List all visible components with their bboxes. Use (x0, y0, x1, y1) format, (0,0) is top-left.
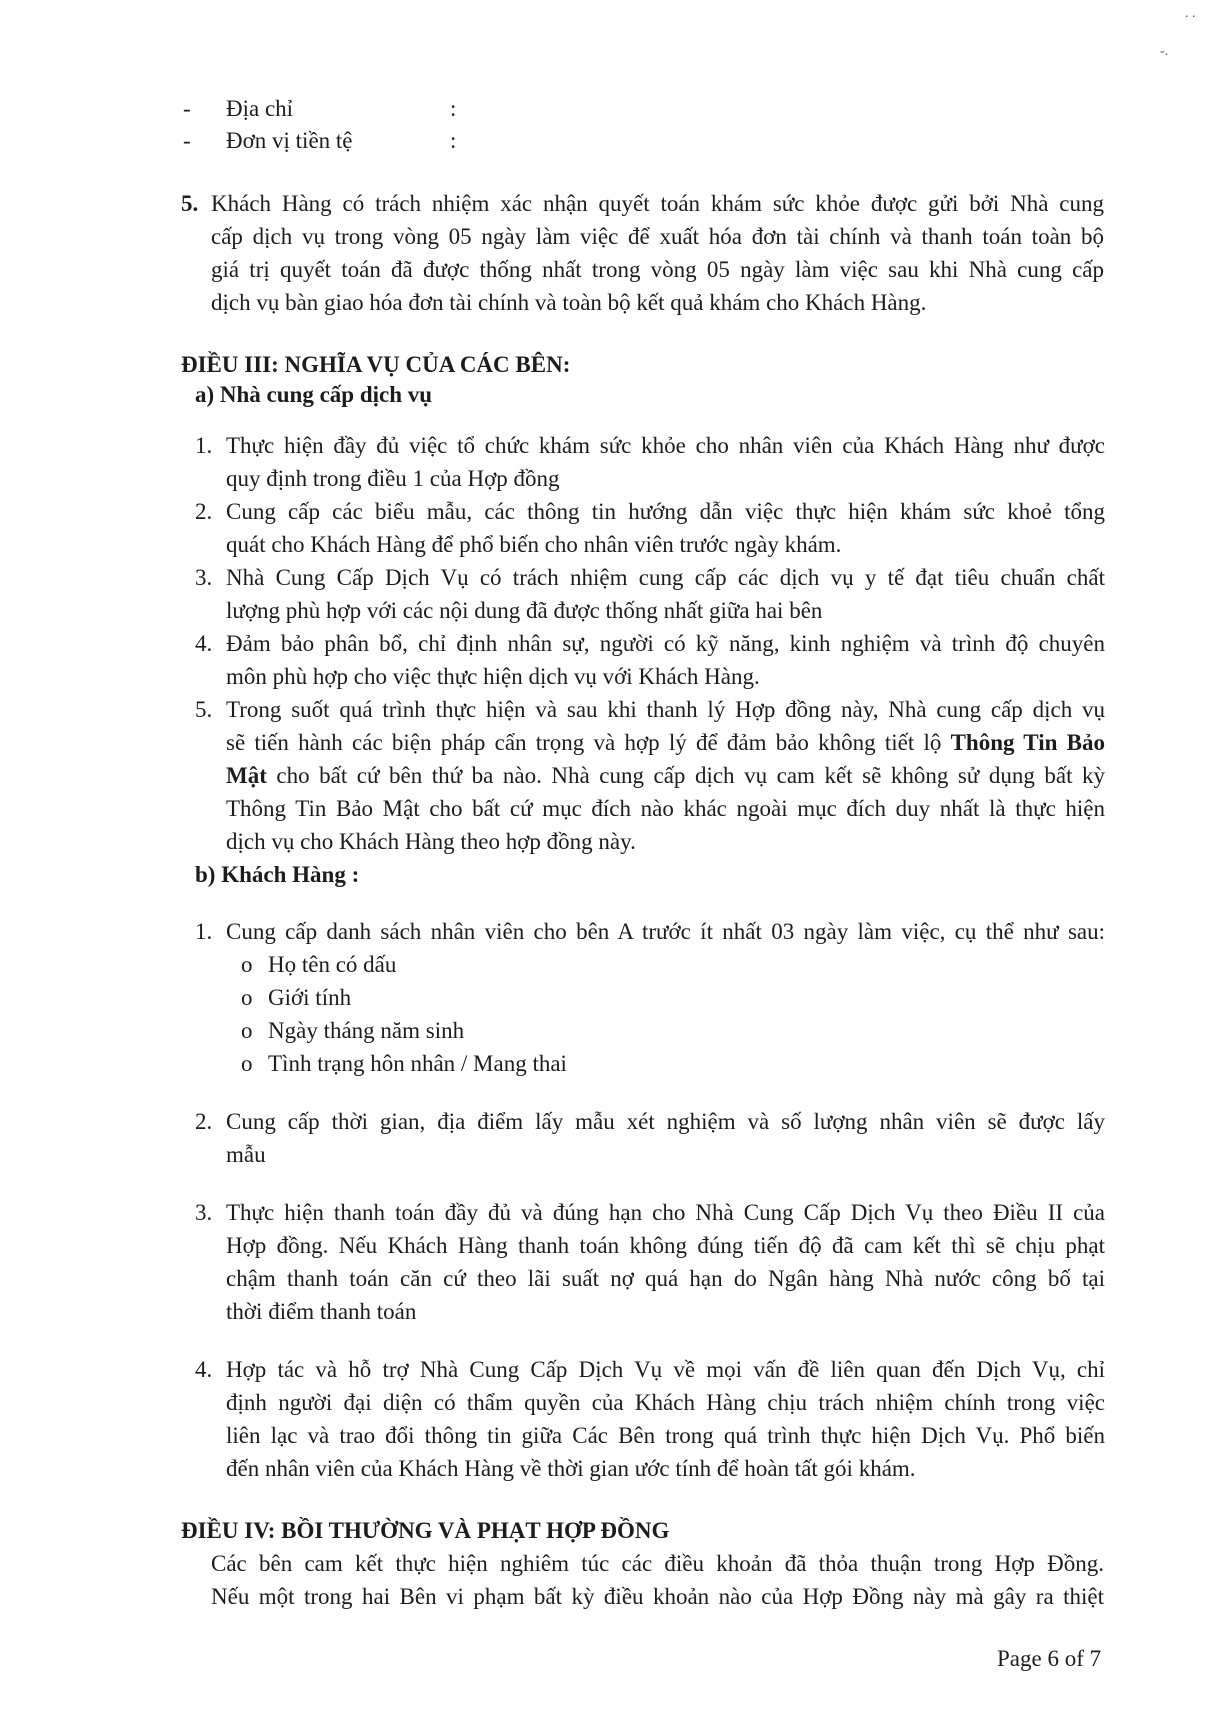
bold-term: Thông Tin Bảo (950, 730, 1105, 755)
item-line: lượng phù hợp với các nội dung đã được thống nhất giữa hai bên (226, 598, 823, 623)
item-line: Nhà Cung Cấp Dịch Vụ có trách nhiệm cung cấp các dịch vụ y tế đạt tiêu chuẩn chất (226, 565, 1105, 590)
bold-term: Mật (226, 763, 267, 788)
item-line: Trong suốt quá trình thực hiện và sau khi thanh lý Hợp đồng này, Nhà cung cấp dịch vụ (226, 697, 1105, 722)
item-line: Cung cấp các biểu mẫu, các thông tin hướng dẫn việc thực hiện khám sức khoẻ tổng (226, 499, 1105, 524)
item-line: chậm thanh toán căn cứ theo lãi suất nợ quá hạn do Ngân hàng Nhà nước công bố tại (226, 1266, 1105, 1291)
item-number: 5. (195, 697, 213, 722)
item-line: Thực hiện thanh toán đầy đủ và đúng hạn cho Nhà Cung Cấp Dịch Vụ theo Điều II của (226, 1200, 1105, 1225)
item-line: Cung cấp thời gian, địa điểm lấy mẫu xét nghiệm và số lượng nhân viên sẽ được lấy (226, 1109, 1105, 1134)
paragraph-line: Nếu một trong hai Bên vi phạm bất kỳ điều khoản nào của Hợp Đồng này mà gây ra thiệt (211, 1584, 1104, 1609)
section-b-heading: b) Khách Hàng : (195, 862, 360, 887)
item-line: định người đại diện có thẩm quyền của Khách Hàng chịu trách nhiệm chính trong việc (226, 1390, 1105, 1415)
item-line: Thực hiện đầy đủ việc tổ chức khám sức khỏe cho nhân viên của Khách Hàng như được (226, 433, 1105, 458)
clause-line: giá trị quyết toán đã được thống nhất trong vòng 05 ngày làm việc sau khi Nhà cung cấp (211, 257, 1104, 282)
section-a-heading: a) Nhà cung cấp dịch vụ (195, 382, 433, 407)
sub-item: Giới tính (268, 985, 352, 1010)
item-text: sẽ tiến hành các biện pháp cẩn trọng và hợp lý để đảm bảo không tiết lộ (226, 730, 951, 755)
item-number: 4. (195, 1357, 213, 1382)
field-label: Địa chỉ (226, 96, 294, 121)
circle-bullet: o (241, 952, 253, 977)
sub-item: Họ tên có dấu (268, 952, 397, 977)
item-line: thời điểm thanh toán (226, 1299, 417, 1324)
circle-bullet: o (241, 985, 253, 1010)
item-text: cho bất cứ bên thứ ba nào. Nhà cung cấp dịch vụ cam kết sẽ không sử dụng bất kỳ (266, 763, 1105, 788)
dash-marker: - (183, 96, 191, 121)
item-number: 2. (195, 1109, 213, 1134)
clause-line: Khách Hàng có trách nhiệm xác nhận quyết toán khám sức khỏe được gửi bởi Nhà cung (211, 191, 1104, 216)
item-line: Cung cấp danh sách nhân viên cho bên A trước ít nhất 03 ngày làm việc, cụ thể như sau: (226, 919, 1105, 944)
scan-speck: -. (1160, 44, 1169, 59)
item-line: Đảm bảo phân bổ, chỉ định nhân sự, người có kỹ năng, kinh nghiệm và trình độ chuyên (226, 631, 1105, 656)
item-line: môn phù hợp cho việc thực hiện dịch vụ với Khách Hàng. (226, 664, 760, 689)
item-number: 1. (195, 433, 213, 458)
item-line: mẫu (226, 1142, 266, 1167)
article-3-heading: ĐIỀU III: NGHĨA VỤ CỦA CÁC BÊN: (181, 352, 571, 377)
item-line: dịch vụ cho Khách Hàng theo hợp đồng này. (226, 829, 636, 854)
item-line: Hợp đồng. Nếu Khách Hàng thanh toán không đúng tiến độ đã cam kết thì sẽ chịu phạt (226, 1233, 1105, 1258)
item-line: quy định trong điều 1 của Hợp đồng (226, 466, 560, 491)
item-number: 3. (195, 565, 213, 590)
circle-bullet: o (241, 1051, 253, 1076)
field-label: Đơn vị tiền tệ (226, 128, 353, 153)
item-line: quát cho Khách Hàng để phổ biến cho nhân viên trước ngày khám. (226, 532, 842, 557)
sub-item: Ngày tháng năm sinh (268, 1018, 465, 1043)
dash-marker: - (183, 128, 191, 153)
item-line: Hợp tác và hỗ trợ Nhà Cung Cấp Dịch Vụ về mọi vấn đề liên quan đến Dịch Vụ, chỉ (226, 1357, 1105, 1382)
circle-bullet: o (241, 1018, 253, 1043)
item-number: 3. (195, 1200, 213, 1225)
item-line (226, 759, 1105, 792)
article-4-heading: ĐIỀU IV: BỒI THƯỜNG VÀ PHẠT HỢP ĐỒNG (181, 1518, 670, 1543)
sub-item: Tình trạng hôn nhân / Mang thai (268, 1051, 567, 1076)
clause-line: dịch vụ bàn giao hóa đơn tài chính và toàn bộ kết quả khám cho Khách Hàng. (211, 290, 927, 315)
item-line: Thông Tin Bảo Mật cho bất cứ mục đích nào khác ngoài mục đích duy nhất là thực hiện (226, 796, 1105, 821)
item-line (226, 726, 1105, 759)
item-number: 4. (195, 631, 213, 656)
clause-line: cấp dịch vụ trong vòng 05 ngày làm việc để xuất hóa đơn tài chính và thanh toán toàn bộ (211, 224, 1104, 249)
page-number: Page 6 of 7 (997, 1646, 1102, 1671)
paragraph-line: Các bên cam kết thực hiện nghiêm túc các điều khoản đã thỏa thuận trong Hợp Đồng. (211, 1551, 1104, 1576)
clause-number: 5. (181, 191, 199, 216)
scan-speck: . . (1185, 6, 1196, 21)
item-number: 2. (195, 499, 213, 524)
field-colon: : (450, 96, 457, 121)
field-colon: : (450, 128, 457, 153)
item-line: đến nhân viên của Khách Hàng về thời gian ước tính để hoàn tất gói khám. (226, 1456, 916, 1481)
item-number: 1. (195, 919, 213, 944)
item-line: liên lạc và trao đổi thông tin giữa Các Bên trong quá trình thực hiện Dịch Vụ. Phổ biến (226, 1423, 1105, 1448)
